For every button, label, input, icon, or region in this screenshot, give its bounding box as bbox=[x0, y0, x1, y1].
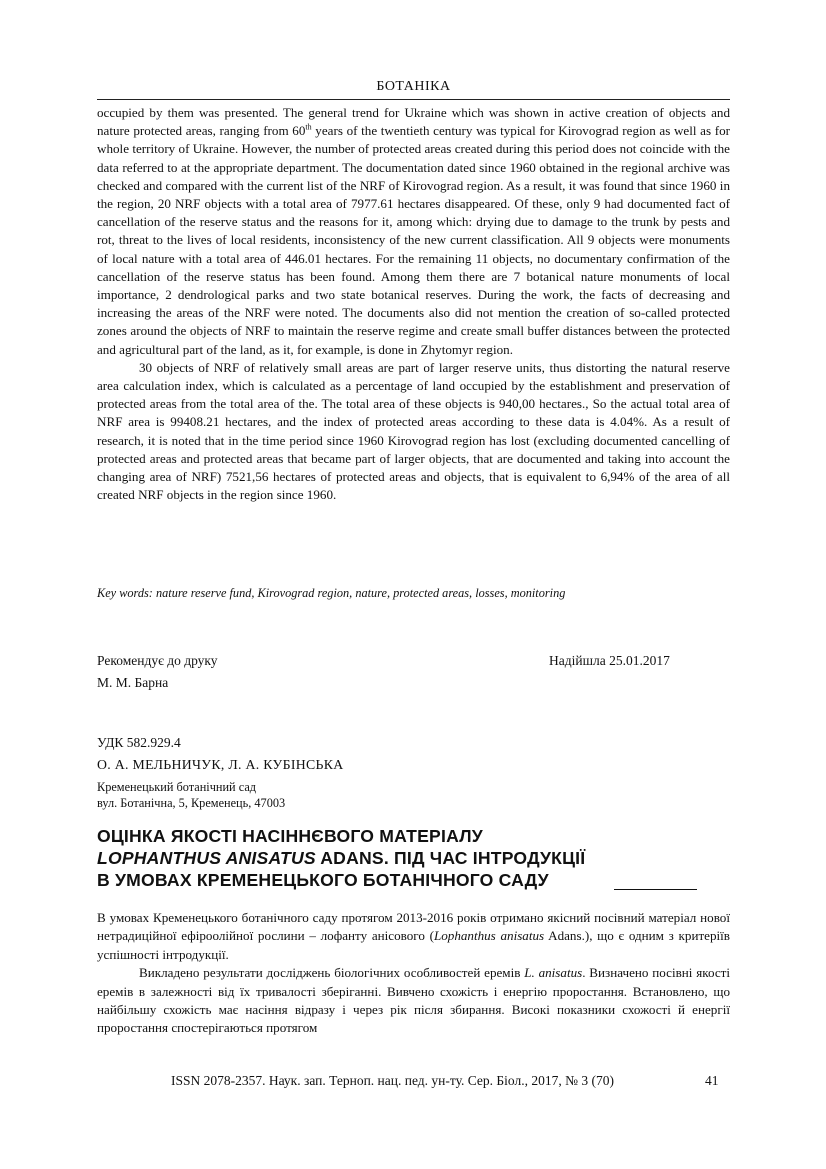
abstract-paragraph-1 bbox=[97, 909, 730, 964]
journal-footer: ISSN 2078-2357. Наук. зап. Терноп. нац. пед. ун-ту. Сер. Біол., 2017, № 3 (70) bbox=[171, 1073, 614, 1088]
title-underline bbox=[614, 889, 697, 890]
abstract-paragraph-2 bbox=[97, 964, 730, 1038]
abstract-p2-species: L. anisatus bbox=[524, 965, 583, 981]
body-p1-part-b: years of the twentieth century was typical for Kirovograd region as well as for whole territory of Ukraine. However, the number of protected areas created during this period does not coincide with the data referred to at the appropriate department. The documentation dated since 1960 obtained in the regional archive was checked and compared with the current list of the NRF of Kirovograd region. As a result, it was found that since 1960 in the region, 20 NRF objects with a total area of 7977.61 hectares disappeared. Of these, only 9 had documented fact of cancellation of the reserve status and the reasons for it, among which: drying due to damage to the trunk by pests and rot, threat to the lives of local residents, inconsistency of the new current classification. All 9 objects were monuments of local nature with a total area of 446.01 hectares. For the remaining 11 objects, no documentary confirmation of the cancellation of the reserve status has been found. Among them there are 7 botanical nature monuments of local importance, 2 dendrological parks and two state botanical reserves. During the work, the facts of decreasing and increasing the areas of the NRF were noted. The documents also did not mention the creation of so-called protected zones around the objects of NRF to maintain the reserve regime and create small buffer distances between the protected and agricultural part of the land, as it, for example, is done in Zhytomyr region. bbox=[97, 123, 730, 357]
affiliation-line-1: Кременецький ботанічний сад bbox=[97, 780, 257, 794]
body-p1-part-a: occupied by them was presented. The general trend for Ukraine which was shown in active creation of objects and nature protected areas, ranging from 60 bbox=[97, 105, 730, 139]
received-date: Надійшла 25.01.2017 bbox=[549, 653, 670, 668]
title-line-2 bbox=[97, 847, 737, 869]
body-text bbox=[97, 104, 730, 504]
article-authors: О. А. МЕЛЬНИЧУК, Л. А. КУБІНСЬКА bbox=[97, 757, 344, 772]
title-line-1: ОЦІНКА ЯКОСТІ НАСІННЄВОГО МАТЕРІАЛУ bbox=[97, 826, 483, 846]
recommendation-label: Рекомендує до друку bbox=[97, 653, 218, 668]
article-title bbox=[97, 825, 737, 891]
abstract-p1-species: Lophanthus anisatus bbox=[433, 928, 545, 944]
body-paragraph-2: 30 objects of NRF of relatively small areas are part of larger reserve units, thus distorting the natural reserve area calculation index, which is calculated as a percentage of land occupied by the establishment and preservation of protected areas from the total area of the. The total area of these objects is 940,00 hectares., So the actual total area of NRF area is 99408.21 hectares, and the index of protected areas according to these data is 4.04%. As a result of research, it is noted that in the time period since 1960 Kirovograd region has lost (excluding documented cancelling of protected areas and protected areas that became part of larger objects, that are documented and taking into account the changing area of NRF) 7521,56 hectares of protected areas and objects, that is equivalent to 6,94% of the area of all created NRF objects in the region since 1960. bbox=[97, 359, 730, 503]
abstract-p2-part-a: Викладено результати досліджень біологічних особливостей еремів bbox=[139, 965, 525, 981]
keywords: Key words: nature reserve fund, Kirovograd region, nature, protected areas, losses, monitoring bbox=[97, 586, 566, 600]
recommender-name: М. М. Барна bbox=[97, 675, 169, 690]
ordinal-superscript: th bbox=[305, 122, 312, 132]
abstract-p1-part-b: Adans.), що є одним з критеріїв успішності інтродукції. bbox=[97, 928, 730, 962]
body-paragraph-1 bbox=[97, 104, 730, 359]
abstract-p1-part-a: В умовах Кременецького ботанічного саду протягом 2013-2016 років отримано якісний посівний матеріал нової нетрадиційної ефіроолійної рослини – лофанту анісового ( bbox=[97, 910, 730, 944]
page-number: 41 bbox=[705, 1073, 719, 1088]
header-rule bbox=[97, 99, 730, 100]
title-line-2-rest: ADANS. ПІД ЧАС ІНТРОДУКЦІЇ bbox=[315, 848, 586, 868]
affiliation-line-2: вул. Ботанічна, 5, Кременець, 47003 bbox=[97, 796, 286, 810]
title-species-name: LOPHANTHUS ANISATUS bbox=[97, 848, 316, 868]
udc-code: УДК 582.929.4 bbox=[97, 735, 181, 750]
title-line-3: В УМОВАХ КРЕМЕНЕЦЬКОГО БОТАНІЧНОГО САДУ bbox=[97, 870, 549, 890]
running-header: БОТАНІКА bbox=[376, 79, 451, 94]
abstract-p2-part-b: . Визначено посівні якості еремів в залежності від їх тривалості зберіганні. Вивчено схожість і енергію проростання. Встановлено, що найбільшу схожість має насіння відразу і через рік після збирання. Високі показники схожості й енергії проростання спостерігаються протягом bbox=[97, 965, 730, 1036]
abstract bbox=[97, 909, 730, 1038]
